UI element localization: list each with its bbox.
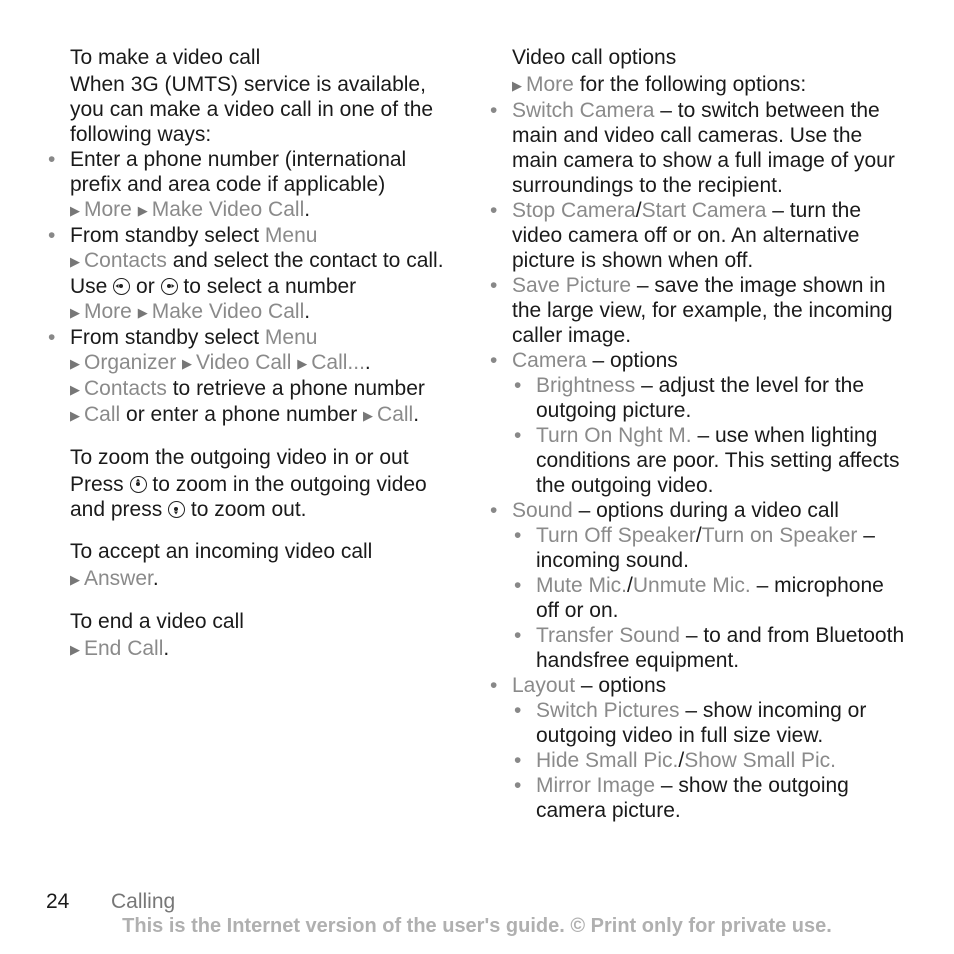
- option-desc: – show incoming or outgoing video in full size view.: [536, 699, 867, 747]
- zoom-text-3: to zoom out.: [190, 498, 307, 521]
- menu-ref-call: Call: [84, 403, 121, 426]
- option-camera: Camera: [512, 349, 587, 372]
- list-item: • Enter a phone number (international prefix and area code if applicable) ▶ More ▶ Make Video Call.: [70, 147, 460, 223]
- option-switch-pictures: Switch Pictures: [536, 699, 680, 722]
- list-item: [512, 348, 907, 498]
- list-item: [512, 273, 907, 348]
- right-triangle-icon: ▶: [70, 408, 80, 423]
- options-list: [512, 98, 907, 823]
- list-item: [536, 698, 907, 748]
- item-text: From standby select: [70, 224, 260, 247]
- layout-sublist: [512, 698, 907, 823]
- item-text: or: [136, 275, 155, 298]
- right-triangle-icon: ▶: [297, 356, 308, 371]
- sound-sublist: [512, 523, 907, 673]
- option-speaker-off: Turn Off Speaker: [536, 524, 696, 547]
- right-triangle-icon: ▶: [182, 356, 193, 371]
- zoom-section: [70, 444, 460, 522]
- options-heading: Video call options: [512, 46, 677, 69]
- right-triangle-icon: ▶: [70, 642, 80, 657]
- option-layout: Layout: [512, 674, 576, 697]
- list-item: • From standby select Menu ▶ Contacts and select the contact to call. Use or to select a number ▶ More ▶ Make Video Call.: [70, 223, 460, 325]
- menu-ref-more: More: [84, 300, 132, 323]
- option-desc: – to switch between the main and video call cameras. Use the main camera to show a full image of your surroundings to the recipient.: [512, 99, 895, 197]
- left-column: [70, 44, 460, 678]
- menu-ref-video-call: Video Call: [196, 351, 292, 374]
- menu-ref-answer: Answer: [84, 567, 153, 590]
- option-show-small-pic: Show Small Pic.: [684, 749, 836, 772]
- item-text: or enter a phone number: [126, 403, 358, 426]
- navigation-key-up-icon: [130, 476, 147, 493]
- menu-ref-menu: Menu: [264, 224, 318, 247]
- option-hide-small-pic: Hide Small Pic.: [536, 749, 679, 772]
- option-mirror-image: Mirror Image: [536, 774, 656, 797]
- option-unmute-mic: Unmute Mic.: [632, 574, 751, 597]
- right-triangle-icon: ▶: [363, 408, 374, 423]
- right-triangle-icon: ▶: [70, 305, 80, 320]
- menu-ref-end-call: End Call: [84, 637, 164, 660]
- option-switch-camera: Switch Camera: [512, 99, 655, 122]
- zoom-heading: To zoom the outgoing video in or out: [70, 446, 409, 469]
- menu-ref-contacts: Contacts: [84, 249, 167, 272]
- make-call-list: [70, 147, 460, 428]
- list-item: • Turn Off Speaker/Turn on Speaker – incoming sound.: [536, 523, 907, 573]
- option-desc: – to and from Bluetooth handsfree equipment.: [536, 624, 905, 672]
- menu-ref-more: More: [526, 73, 574, 96]
- option-start-camera: Start Camera: [641, 199, 767, 222]
- option-desc: – save the image shown in the large view, for example, the incoming caller image.: [512, 274, 893, 347]
- menu-ref-menu: Menu: [264, 326, 318, 349]
- item-text: Enter a phone number (international prefix and area code if applicable): [70, 148, 407, 196]
- right-triangle-icon: ▶: [70, 572, 80, 587]
- list-item: [536, 373, 907, 423]
- list-item: [512, 98, 907, 198]
- item-text: From standby select: [70, 326, 260, 349]
- option-desc: – adjust the level for the outgoing picture.: [536, 374, 865, 422]
- accept-heading: To accept an incoming video call: [70, 540, 373, 563]
- right-triangle-icon: ▶: [70, 203, 80, 218]
- item-text: to select a number: [183, 275, 357, 298]
- end-heading: To end a video call: [70, 610, 244, 633]
- menu-ref-organizer: Organizer: [84, 351, 177, 374]
- right-triangle-icon: ▶: [70, 254, 80, 269]
- option-desc: – turn the video camera off or on. An alternative picture is shown when off.: [512, 199, 862, 272]
- zoom-text-1: Press: [70, 473, 124, 496]
- option-mute-mic: Mute Mic.: [536, 574, 628, 597]
- option-save-picture: Save Picture: [512, 274, 632, 297]
- option-desc: – use when lighting conditions are poor. This setting affects the outgoing video.: [536, 424, 900, 497]
- right-column: [512, 44, 907, 823]
- menu-ref-make-video-call: Make Video Call: [151, 300, 305, 323]
- option-sound: Sound: [512, 499, 573, 522]
- copyright-notice: This is the Internet version of the user's guide. © Print only for private use.: [122, 915, 832, 937]
- list-item: [536, 623, 907, 673]
- navigation-key-left-icon: [113, 278, 130, 295]
- option-transfer-sound: Transfer Sound: [536, 624, 680, 647]
- menu-ref-more: More: [84, 198, 132, 221]
- item-text: to retrieve a phone number: [172, 377, 425, 400]
- right-triangle-icon: ▶: [512, 78, 522, 93]
- option-desc: – options: [580, 674, 667, 697]
- menu-ref-contacts: Contacts: [84, 377, 167, 400]
- option-desc: – microphone off or on.: [536, 574, 884, 622]
- right-triangle-icon: ▶: [137, 305, 148, 320]
- section-name: Calling: [111, 890, 176, 913]
- list-item: • Mute Mic./Unmute Mic. – microphone off or on.: [536, 573, 907, 623]
- camera-sublist: [512, 373, 907, 498]
- option-desc: – show the outgoing camera picture.: [536, 774, 849, 822]
- make-call-intro: When 3G (UMTS) service is available, you can make a video call in one of the following ways:: [70, 73, 434, 146]
- list-item: [536, 773, 907, 823]
- item-text: and select the contact to call. Use: [70, 249, 444, 298]
- zoom-text: [70, 472, 460, 522]
- list-item: • From standby select Menu ▶ Organizer ▶ Video Call ▶ Call.... ▶ Contacts to retrieve a phone number ▶ Call or enter a phone number ▶ Call.: [70, 325, 460, 428]
- list-item: • Stop Camera/Start Camera – turn the video camera off or on. An alternative picture is shown when off.: [512, 198, 907, 273]
- right-triangle-icon: ▶: [70, 382, 80, 397]
- right-triangle-icon: ▶: [137, 203, 148, 218]
- item-text: for the following options:: [579, 73, 807, 96]
- option-brightness: Brightness: [536, 374, 636, 397]
- end-section: [70, 608, 460, 662]
- option-desc: – options: [592, 349, 678, 372]
- list-item: • Hide Small Pic./Show Small Pic.: [536, 748, 907, 773]
- navigation-key-right-icon: [161, 278, 178, 295]
- right-triangle-icon: ▶: [70, 356, 80, 371]
- option-desc: – incoming sound.: [536, 524, 875, 572]
- list-item: [512, 498, 907, 673]
- navigation-key-down-icon: [168, 501, 185, 518]
- option-desc: – options during a video call: [578, 499, 839, 522]
- option-speaker-on: Turn on Speaker: [701, 524, 858, 547]
- make-video-call-section: [70, 44, 460, 428]
- zoom-text-2: to zoom in the outgoing video and press: [70, 473, 427, 521]
- options-intro: [512, 72, 907, 98]
- menu-ref-call: Call...: [311, 351, 365, 374]
- accept-section: [70, 538, 460, 592]
- list-item: [536, 423, 907, 498]
- page-number: 24: [46, 890, 70, 913]
- menu-ref-call: Call: [377, 403, 414, 426]
- menu-ref-make-video-call: Make Video Call: [151, 198, 305, 221]
- option-stop-camera: Stop Camera: [512, 199, 636, 222]
- make-call-heading: To make a video call: [70, 46, 261, 69]
- accept-text: ▶ Answer.: [70, 567, 159, 590]
- end-text: ▶ End Call.: [70, 637, 170, 660]
- list-item: [512, 673, 907, 823]
- option-night-mode: Turn On Nght M.: [536, 424, 692, 447]
